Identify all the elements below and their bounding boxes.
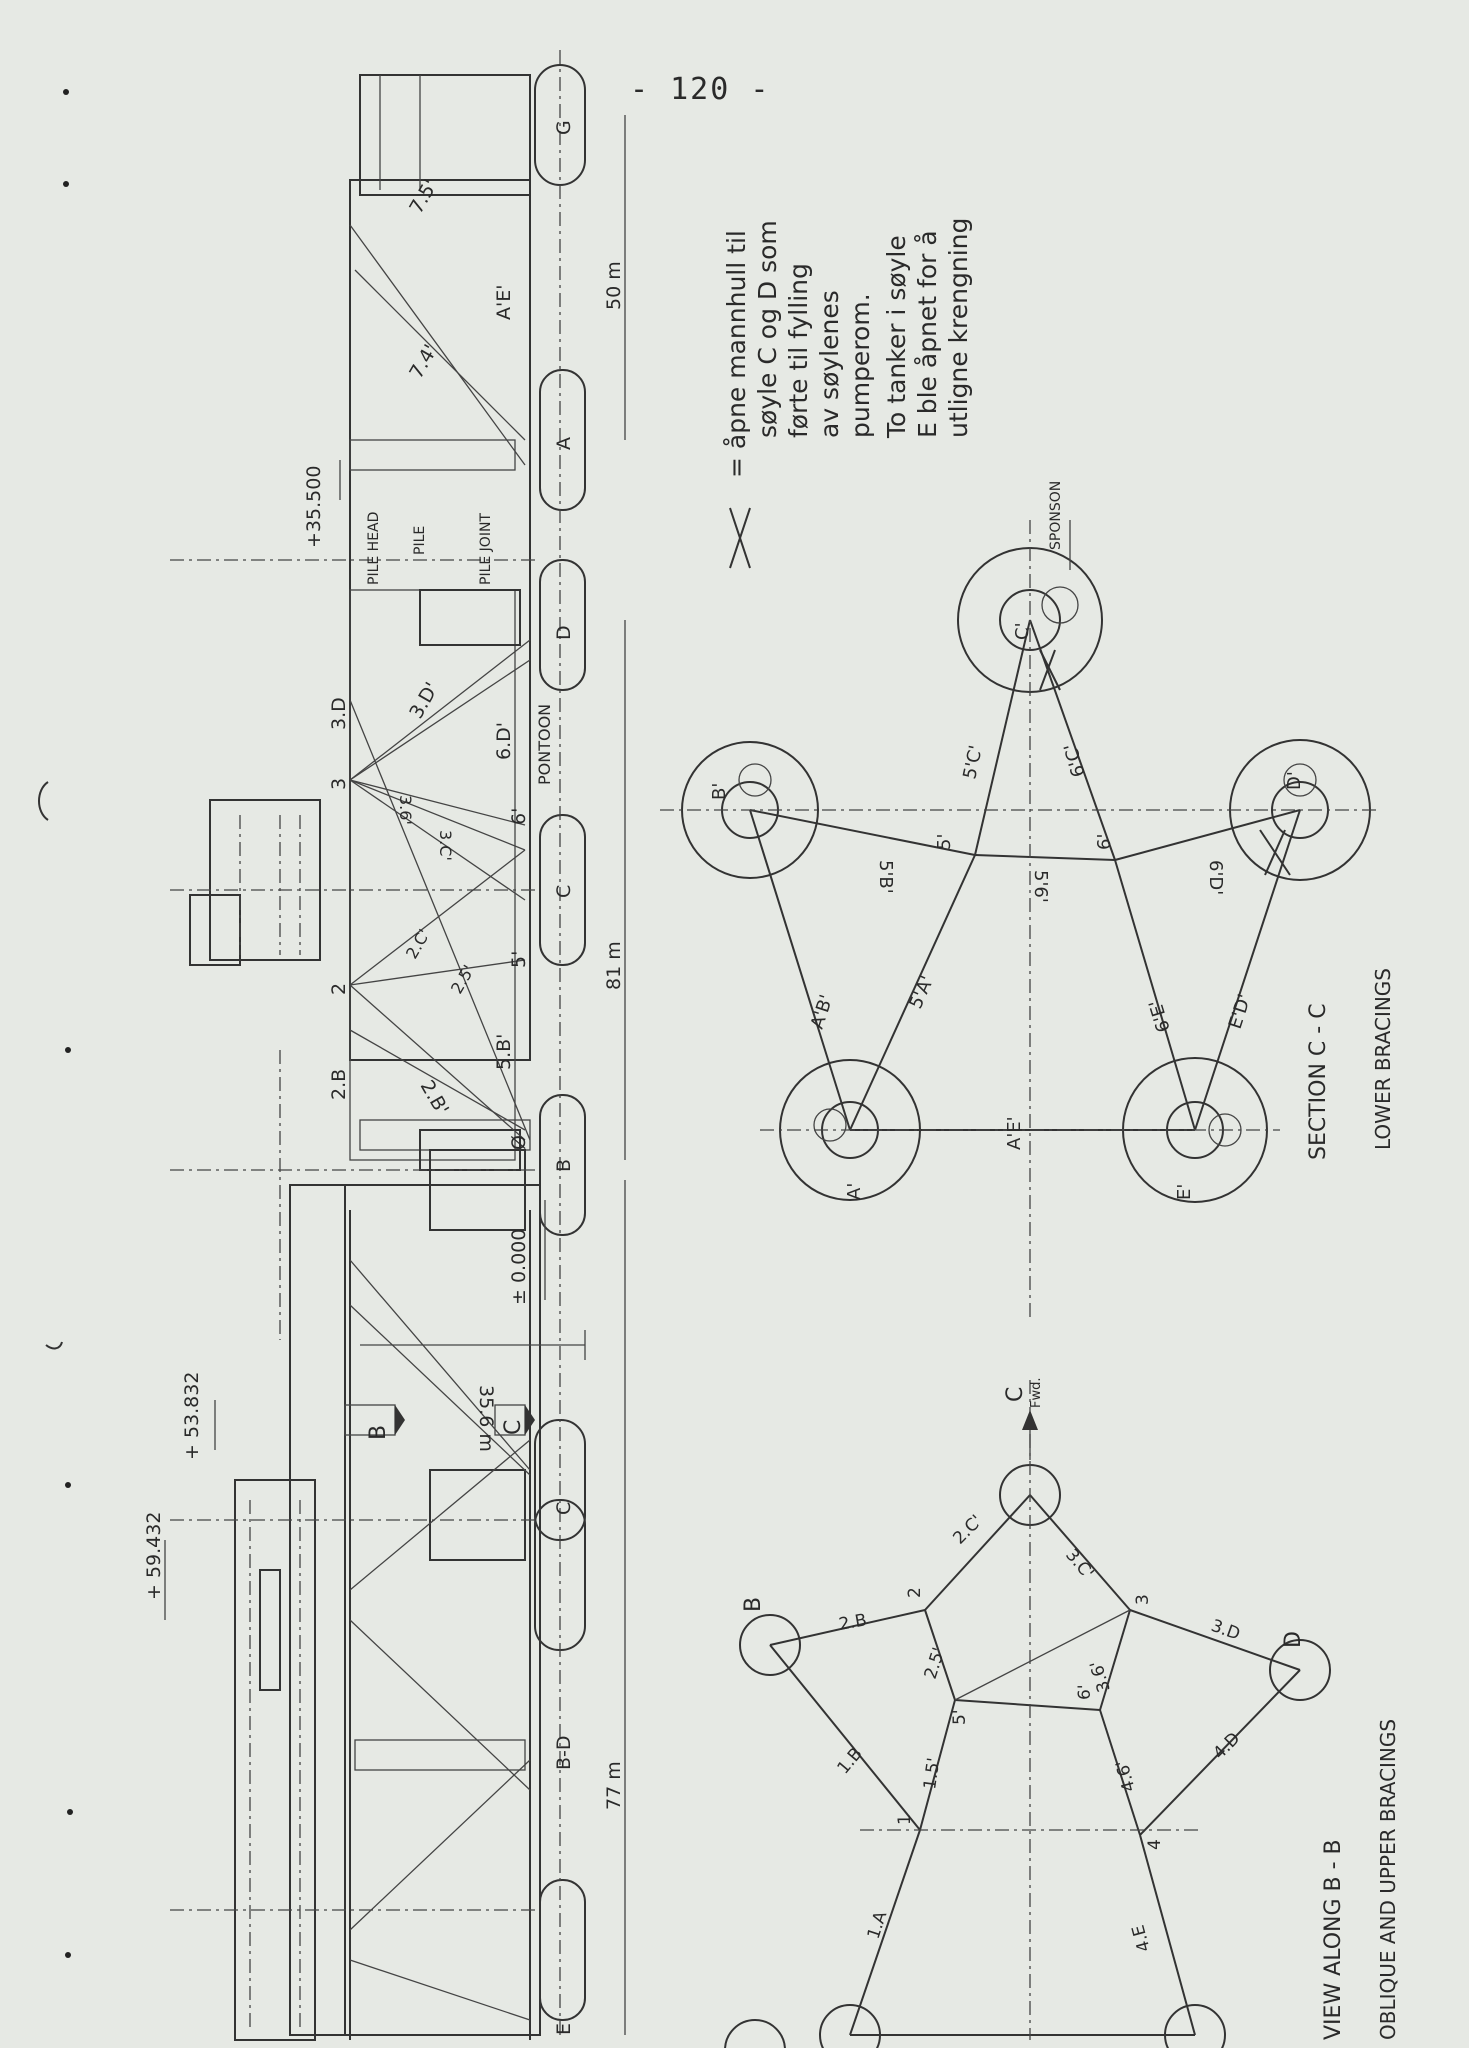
column-c-label: C (553, 1501, 575, 1515)
brace-label-2b: 2.B (328, 1068, 350, 1100)
dim-label-4: 77 m (603, 1761, 625, 1810)
cc-member-6d: 6'D' (1205, 860, 1226, 896)
cc-member-5b: 5'B' (875, 860, 896, 894)
manhole-symbol-icon (730, 508, 750, 568)
bb-node-2: 2 (905, 1587, 925, 1598)
bb-member-46: 4.6' (1112, 1758, 1140, 1794)
note-line-5: pumperom. (846, 293, 875, 438)
section-cc-diagram (660, 481, 1395, 1320)
elev-label-1: + 59.432 (143, 1511, 165, 1600)
bb-member-15: 1.5' (920, 1756, 945, 1791)
section-c-marker: C (501, 1419, 526, 1435)
brace-label-2bp: 2.B' (415, 1076, 453, 1120)
section-cc-title: SECTION C - C (1306, 1003, 1331, 1160)
dim-label-2: 50 m (603, 261, 625, 310)
bb-member-3c: 3.C' (1061, 1545, 1098, 1584)
node-label-0: Ø (508, 1135, 530, 1150)
cc-member-5a: 5'A' (905, 972, 939, 1013)
node-label-3: 3 (328, 777, 350, 790)
bb-col-d-label: D (1281, 1631, 1306, 1648)
cc-member-ae: A'E' (1004, 1116, 1025, 1150)
bb-member-4e: 4.E (1128, 1922, 1155, 1954)
brace-label-3c: 3.C' (436, 830, 455, 861)
cc-member-ed: E'D' (1224, 991, 1256, 1032)
brace-label-3dp: 3.D' (405, 678, 444, 723)
cc-node-6: 6' (1094, 833, 1115, 850)
dim-label-1: 35.6 m (475, 1385, 497, 1452)
elev-label-3: +35.500 (303, 465, 325, 548)
column-g-label: G (553, 120, 575, 135)
brace-label-ae: A'E' (493, 284, 515, 320)
bb-member-25: 2.5' (920, 1645, 950, 1682)
brace-label-25: 2.5' (447, 961, 479, 997)
brace-label-3d: 3.D (328, 697, 350, 730)
bb-col-c-label: C (1003, 1386, 1028, 1402)
cc-member-56: 5'6' (1030, 870, 1051, 903)
column-e-label: E (553, 2022, 575, 2035)
dim-label-3: 81 m (603, 941, 625, 990)
section-bb-diagram (725, 1378, 1400, 2048)
elev-label-4: ± 0.000 (508, 1228, 530, 1305)
pile-label: PILE (412, 525, 428, 555)
cc-member-5c: 5'C' (959, 743, 987, 782)
bb-member-6: 6' (1075, 1684, 1095, 1700)
bb-member-2b: 2.B (837, 1610, 869, 1635)
cc-member-6e: 6'E' (1145, 997, 1175, 1035)
brace-label-75: 7.5' (405, 175, 443, 218)
margin-marks (39, 89, 73, 1958)
cc-member-6c: 6'C' (1060, 741, 1090, 780)
node-label-5: 5' (508, 950, 530, 968)
note-line-1: = åpne mannhull til (722, 230, 751, 478)
sponson-label: SPONSON (1048, 480, 1064, 550)
section-b-marker: B (366, 1424, 391, 1440)
note-line-7: E ble åpnet for å (913, 230, 942, 438)
bb-node-1: 1 (895, 1814, 915, 1825)
column-c2-label: C (553, 884, 575, 898)
note-line-2: søyle C og D som (753, 220, 782, 438)
bb-member-3d: 3.D (1208, 1615, 1243, 1645)
cc-col-a-label: A' (844, 1182, 865, 1200)
brace-label-5bp: 5.B' (493, 1033, 515, 1070)
page-number: - 120 - (630, 72, 771, 107)
brace-label-36: 3.6' (396, 795, 415, 825)
section-cc-subtitle: LOWER BRACINGS (1371, 968, 1395, 1150)
brace-label-2c: 2.C' (402, 925, 434, 962)
fwd-label: Fwd. (1029, 1377, 1044, 1408)
cc-member-ab: A'B' (806, 992, 838, 1032)
node-label-6: 6' (508, 807, 530, 825)
pontoon-label: PONTOON (535, 703, 554, 785)
cc-node-5: 5' (934, 833, 955, 850)
cc-col-b-label: B' (709, 782, 730, 800)
bb-member-36: 3.6' (1086, 1658, 1115, 1695)
column-bd-label: B-D (553, 1735, 575, 1770)
note-line-8: utligne krengning (944, 217, 973, 438)
column-a-label: A (553, 437, 575, 450)
bb-member-2c: 2.C' (949, 1511, 987, 1549)
brace-label-6dp: 6.D' (493, 722, 515, 760)
bb-member-1a: 1.A (863, 1908, 892, 1942)
side-elevation (143, 50, 625, 2040)
section-bb-subtitle: OBLIQUE AND UPPER BRACINGS (1376, 1718, 1400, 2040)
bb-col-b-label: B (741, 1596, 766, 1612)
bb-node-4: 4 (1145, 1839, 1165, 1850)
pile-joint-label: PILE JOINT (478, 513, 494, 585)
cc-col-e-label: E' (1174, 1183, 1195, 1200)
cc-col-c-label: C' (1012, 622, 1033, 640)
section-bb-title: VIEW ALONG B - B (1321, 1839, 1346, 2040)
bb-member-4d: 4.D (1209, 1728, 1245, 1764)
note-line-3: førte til fylling (784, 263, 813, 438)
bb-node-5: 5' (950, 1709, 970, 1725)
elev-label-2: + 53.832 (181, 1371, 203, 1460)
bb-member-1b: 1.B (833, 1743, 867, 1779)
note-block (722, 218, 973, 568)
cc-col-d-label: D' (1284, 771, 1305, 790)
brace-label-74: 7.4' (405, 340, 443, 383)
node-label-2: 2 (328, 982, 350, 995)
column-b-label: B (553, 1158, 575, 1172)
note-line-4: av søylenes (815, 290, 844, 438)
note-line-6: To tanker i søyle (882, 235, 911, 438)
pile-head-label: PILE HEAD (366, 511, 382, 585)
column-d-label: D (553, 625, 575, 640)
bb-node-3: 3 (1133, 1594, 1153, 1605)
